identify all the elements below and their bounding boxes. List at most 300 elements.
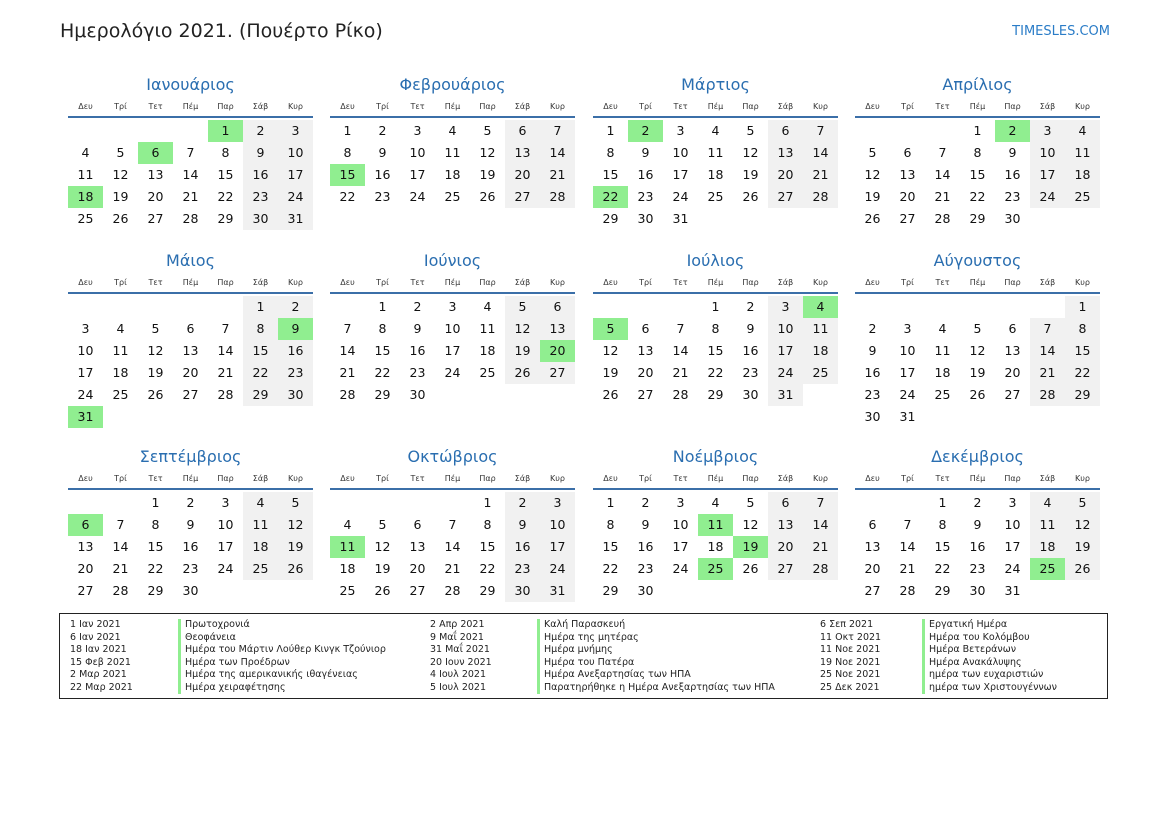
day-cell: 23 [969,561,986,576]
holiday-name: Ημέρα του Πατέρα [537,657,775,670]
day-cell: 28 [672,387,689,402]
empty-day-cell [365,492,400,514]
holiday-day-cell: 2 [995,120,1030,142]
month-title: Σεπτέμβριος [139,447,242,466]
day-cell: 8 [973,145,982,160]
weekday-header [593,100,838,118]
day-cell: 15 [602,167,619,182]
day-cell: 20 [147,189,164,204]
day-cell: 23 [409,365,426,380]
weekday-header [68,100,313,118]
day-cell: 12 [742,145,759,160]
day-cell: 8 [243,318,278,340]
empty-day-cell [855,492,890,514]
weekday-label: Σάβ [777,102,794,111]
holiday-name: Παρατηρήθηκε η Ημέρα Ανεξαρτησίας των ΗΠΑ [537,682,775,695]
day-cell: 10 [672,145,689,160]
day-cell: 22 [147,561,164,576]
weekday-label: Πέμ [969,278,986,287]
weekday-label: Κυρ [550,474,565,483]
weekday-label: Τετ [148,102,163,111]
day-cell: 16 [637,539,654,554]
weekday-label: Σάβ [252,474,269,483]
day-cell: 3 [221,495,230,510]
weekday-label: Πέμ [444,278,461,287]
weekday-label: Δευ [865,278,880,287]
holiday-date: 15 Φεβ 2021 [70,656,131,668]
day-cell: 29 [217,211,234,226]
day-cell: 15 [934,539,951,554]
day-cell: 5 [1065,492,1100,514]
day-cell: 11 [1065,142,1100,164]
day-cell: 18 [1065,164,1100,186]
month-title: Νοέμβριος [672,447,759,466]
day-cell: 3 [540,492,575,514]
day-cell: 11 [707,145,724,160]
day-cell: 22 [217,189,234,204]
holiday-name: Ημέρα Ανακάλυψης [922,657,1057,670]
weekday-label: Πέμ [969,474,986,483]
day-grid [855,492,1100,602]
holiday-day-cell: 25 [1030,558,1065,580]
day-cell: 22 [707,365,724,380]
weekday-label: Παρ [479,102,496,111]
holiday-date: 11 Νοε 2021 [820,644,881,655]
site-link[interactable]: TIMESLES.COM [1012,24,1110,39]
day-cell: 14 [1030,340,1065,362]
holiday-date: 2 Απρ 2021 [430,619,485,630]
day-cell: 12 [505,318,540,340]
day-cell: 12 [742,517,759,532]
empty-day-cell [1030,296,1065,318]
weekday-label: Σάβ [252,278,269,287]
day-cell: 30 [278,384,313,406]
day-cell: 16 [409,343,426,358]
day-cell: 16 [505,536,540,558]
holiday-date: 6 Ιαν 2021 [70,631,121,643]
day-grid [855,296,1100,428]
holiday-day-cell: 31 [68,406,103,428]
day-cell: 24 [540,558,575,580]
weekday-label: Τετ [673,278,688,287]
holiday-date: 6 Σεπ 2021 [820,619,874,630]
day-cell: 1 [343,123,352,138]
empty-day-cell [628,296,663,318]
day-cell: 16 [969,539,986,554]
day-cell: 15 [243,340,278,362]
day-cell: 16 [637,167,654,182]
weekday-label: Κυρ [288,278,303,287]
day-cell: 1 [938,495,947,510]
day-cell: 9 [746,321,755,336]
month-calendar [68,74,313,230]
holiday-day-cell: 25 [698,558,733,580]
month-calendar [593,446,838,602]
day-cell: 20 [77,561,94,576]
empty-day-cell [68,492,103,514]
month-title: Απρίλιος [942,75,1013,94]
holiday-date: 25 Δεκ 2021 [820,681,880,693]
weekday-label: Δευ [340,102,355,111]
weekday-label: Τρί [114,102,127,111]
day-cell: 21 [182,189,199,204]
day-cell: 9 [378,145,387,160]
month-calendar [855,74,1100,230]
empty-day-cell [855,296,890,318]
day-cell: 6 [540,296,575,318]
day-cell: 27 [899,211,916,226]
day-cell: 27 [1004,387,1021,402]
day-cell: 25 [339,583,356,598]
day-cell: 6 [768,492,803,514]
holiday-name: ημέρα των Χριστουγέννων [922,682,1057,695]
day-cell: 14 [672,343,689,358]
weekday-label: Δευ [603,474,618,483]
day-cell: 27 [182,387,199,402]
day-cell: 10 [1030,142,1065,164]
day-cell: 9 [641,145,650,160]
weekday-label: Σάβ [777,278,794,287]
day-cell: 19 [864,189,881,204]
month-calendar [330,250,575,406]
day-cell: 10 [217,517,234,532]
day-cell: 4 [343,517,352,532]
month-calendar [330,74,575,208]
day-grid [855,120,1100,230]
day-cell: 28 [217,387,234,402]
day-cell: 16 [243,164,278,186]
holiday-date: 18 Ιαν 2021 [70,644,127,655]
day-cell: 18 [707,539,724,554]
day-cell: 6 [505,120,540,142]
day-cell: 7 [803,492,838,514]
weekday-label: Σάβ [252,102,269,111]
weekday-label: Πέμ [444,102,461,111]
day-cell: 12 [278,514,313,536]
day-cell: 29 [934,583,951,598]
day-cell: 9 [1008,145,1017,160]
weekday-label: Πέμ [182,102,199,111]
holiday-name: Καλή Παρασκευή [537,619,775,632]
weekday-label: Δευ [865,474,880,483]
holiday-date: 25 Νοε 2021 [820,669,881,680]
day-cell: 17 [672,539,689,554]
holiday-date: 19 Νοε 2021 [820,656,881,668]
weekday-label: Τετ [148,278,163,287]
day-cell: 8 [606,517,615,532]
day-cell: 9 [243,142,278,164]
weekday-label: Τρί [114,278,127,287]
day-cell: 24 [278,186,313,208]
day-cell: 28 [182,211,199,226]
day-cell: 2 [746,299,755,314]
empty-day-cell [925,296,960,318]
day-cell: 31 [768,384,803,406]
day-cell: 20 [768,164,803,186]
day-cell: 12 [147,343,164,358]
day-cell: 7 [903,517,912,532]
day-cell: 3 [413,123,422,138]
weekday-label: Παρ [1004,278,1021,287]
day-cell: 18 [243,536,278,558]
day-cell: 12 [602,343,619,358]
day-cell: 17 [77,365,94,380]
day-cell: 26 [742,561,759,576]
weekday-label: Παρ [217,102,234,111]
day-cell: 25 [243,558,278,580]
day-cell: 29 [1065,384,1100,406]
day-cell: 31 [899,409,916,424]
weekday-label: Τετ [935,278,950,287]
day-grid [330,492,575,602]
weekday-label: Παρ [479,474,496,483]
holiday-date: 22 Μαρ 2021 [70,681,133,693]
day-cell: 8 [378,321,387,336]
day-cell: 3 [448,299,457,314]
weekday-label: Τρί [901,102,914,111]
day-cell: 13 [864,539,881,554]
day-cell: 30 [969,583,986,598]
day-cell: 20 [899,189,916,204]
day-cell: 10 [672,517,689,532]
day-cell: 5 [973,321,982,336]
day-cell: 17 [278,164,313,186]
weekday-label: Τρί [639,102,652,111]
day-cell: 11 [803,318,838,340]
legend-dates-col-1 [70,619,133,694]
weekday-label: Παρ [217,278,234,287]
weekday-label: Κυρ [1075,102,1090,111]
weekday-label: Σάβ [514,102,531,111]
day-cell: 5 [868,145,877,160]
day-cell: 16 [374,167,391,182]
day-cell: 22 [374,365,391,380]
day-cell: 9 [973,517,982,532]
day-cell: 19 [374,561,391,576]
weekday-label: Τετ [673,102,688,111]
day-cell: 5 [746,123,755,138]
day-cell: 18 [1030,536,1065,558]
holiday-name: Εργατική Ημέρα [922,619,1057,632]
empty-day-cell [593,296,628,318]
holiday-day-cell: 15 [330,164,365,186]
empty-day-cell [400,492,435,514]
day-cell: 5 [505,296,540,318]
day-cell: 30 [182,583,199,598]
day-cell: 14 [803,514,838,536]
day-cell: 22 [1065,362,1100,384]
weekday-label: Δευ [340,474,355,483]
day-cell: 5 [483,123,492,138]
empty-day-cell [173,120,208,142]
holiday-day-cell: 11 [330,536,365,558]
weekday-label: Δευ [603,278,618,287]
day-cell: 26 [969,387,986,402]
weekday-label: Τρί [376,474,389,483]
day-cell: 23 [742,365,759,380]
empty-day-cell [890,296,925,318]
day-cell: 10 [768,318,803,340]
day-cell: 29 [602,583,619,598]
day-cell: 11 [112,343,129,358]
empty-day-cell [173,296,208,318]
day-cell: 30 [1004,211,1021,226]
holiday-name: Πρωτοχρονιά [178,619,386,632]
day-cell: 24 [409,189,426,204]
day-cell: 14 [934,167,951,182]
weekday-label: Πέμ [969,102,986,111]
day-cell: 8 [221,145,230,160]
day-cell: 5 [746,495,755,510]
day-cell: 14 [540,142,575,164]
day-cell: 30 [637,583,654,598]
holiday-date: 31 Μαΐ 2021 [430,644,490,655]
day-cell: 24 [768,362,803,384]
day-cell: 16 [278,340,313,362]
weekday-label: Σάβ [1039,474,1056,483]
weekday-label: Κυρ [550,102,565,111]
day-cell: 2 [505,492,540,514]
weekday-header [330,472,575,490]
day-cell: 8 [151,517,160,532]
day-cell: 3 [1008,495,1017,510]
day-cell: 12 [374,539,391,554]
holiday-day-cell: 5 [593,318,628,340]
holiday-name: Ημέρα της μητέρας [537,632,775,645]
day-cell: 9 [413,321,422,336]
holiday-day-cell: 9 [278,318,313,340]
day-cell: 27 [637,387,654,402]
day-cell: 3 [768,296,803,318]
day-cell: 3 [903,321,912,336]
day-cell: 12 [1065,514,1100,536]
day-cell: 10 [444,321,461,336]
month-calendar [593,250,838,406]
month-title: Αύγουστος [933,251,1022,270]
day-cell: 2 [868,321,877,336]
holiday-date: 4 Ιουλ 2021 [430,669,486,680]
day-cell: 5 [116,145,125,160]
holiday-name: Ημέρα του Μάρτιν Λούθερ Κινγκ Τζούνιορ [178,644,386,657]
month-title: Μάιος [166,251,215,270]
day-cell: 17 [409,167,426,182]
day-cell: 4 [243,492,278,514]
holiday-date: 5 Ιουλ 2021 [430,681,486,693]
day-cell: 25 [479,365,496,380]
weekday-label: Σάβ [1039,278,1056,287]
weekday-label: Παρ [479,278,496,287]
day-cell: 29 [969,211,986,226]
day-cell: 2 [973,495,982,510]
day-cell: 28 [803,186,838,208]
day-cell: 10 [77,343,94,358]
month-calendar [330,446,575,602]
empty-day-cell [435,492,470,514]
day-cell: 19 [969,365,986,380]
day-cell: 17 [217,539,234,554]
day-cell: 23 [637,561,654,576]
day-cell: 16 [864,365,881,380]
day-cell: 21 [803,536,838,558]
day-cell: 28 [934,211,951,226]
day-cell: 4 [1065,120,1100,142]
weekday-label: Πέμ [707,474,724,483]
weekday-label: Παρ [1004,102,1021,111]
weekday-header [855,100,1100,118]
empty-day-cell [330,492,365,514]
day-cell: 22 [243,362,278,384]
holiday-day-cell: 22 [593,186,628,208]
day-cell: 6 [868,517,877,532]
day-cell: 1 [606,123,615,138]
day-cell: 21 [217,365,234,380]
day-cell: 28 [339,387,356,402]
weekday-label: Τρί [376,278,389,287]
day-cell: 17 [899,365,916,380]
day-cell: 28 [444,583,461,598]
day-cell: 7 [186,145,195,160]
day-cell: 15 [147,539,164,554]
empty-day-cell [960,296,995,318]
day-cell: 29 [243,384,278,406]
day-cell: 7 [540,120,575,142]
day-cell: 21 [339,365,356,380]
day-cell: 15 [1065,340,1100,362]
day-cell: 18 [934,365,951,380]
day-cell: 1 [378,299,387,314]
day-cell: 12 [864,167,881,182]
weekday-label: Παρ [742,278,759,287]
day-cell: 6 [768,120,803,142]
legend-names-col-3 [922,619,1057,694]
day-cell: 13 [77,539,94,554]
day-cell: 5 [151,321,160,336]
day-cell: 27 [864,583,881,598]
weekday-label: Κυρ [550,278,565,287]
day-cell: 7 [1030,318,1065,340]
day-cell: 19 [479,167,496,182]
day-cell: 13 [1004,343,1021,358]
weekday-header [593,472,838,490]
day-cell: 10 [540,514,575,536]
weekday-label: Κυρ [813,278,828,287]
day-cell: 3 [278,120,313,142]
day-grid [330,120,575,208]
day-cell: 7 [676,321,685,336]
day-cell: 25 [934,387,951,402]
day-cell: 14 [899,539,916,554]
empty-day-cell [103,296,138,318]
holiday-day-cell: 1 [208,120,243,142]
day-cell: 15 [602,539,619,554]
day-cell: 20 [637,365,654,380]
day-cell: 17 [1030,164,1065,186]
day-cell: 1 [151,495,160,510]
day-cell: 9 [186,517,195,532]
day-cell: 13 [147,167,164,182]
day-cell: 10 [1004,517,1021,532]
day-cell: 16 [742,343,759,358]
day-cell: 7 [938,145,947,160]
weekday-label: Τρί [376,102,389,111]
empty-day-cell [995,296,1030,318]
month-calendar [68,250,313,428]
day-cell: 9 [505,514,540,536]
weekday-label: Τετ [673,474,688,483]
holiday-date: 20 Ιουν 2021 [430,656,492,668]
day-cell: 28 [540,186,575,208]
day-cell: 21 [934,189,951,204]
